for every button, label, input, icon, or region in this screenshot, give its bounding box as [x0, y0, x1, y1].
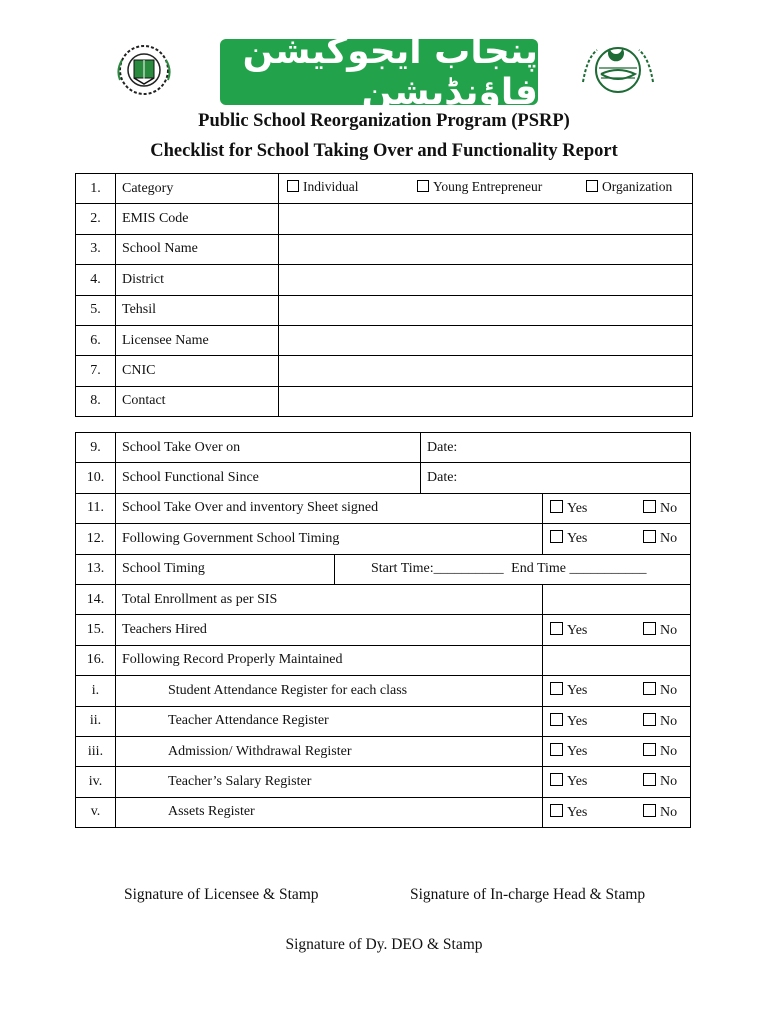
district-field[interactable]: [279, 265, 693, 295]
checkbox-icon[interactable]: [643, 500, 656, 513]
admission-register-label: Admission/ Withdrawal Register: [116, 736, 543, 766]
take-over-label: School Take Over on: [116, 433, 421, 463]
table-row: 6. Licensee Name: [76, 325, 693, 355]
licensee-name-label: Licensee Name: [116, 325, 279, 355]
table-row: 10. School Functional Since Date:: [76, 463, 691, 493]
teachers-hired-label: Teachers Hired: [116, 615, 543, 645]
table-row: i. Student Attendance Register for each class Yes No: [76, 676, 691, 706]
school-name-label: School Name: [116, 234, 279, 264]
yes-no-options: [543, 494, 690, 523]
table-row: 8. Contact: [76, 386, 693, 416]
no-option[interactable]: No: [643, 773, 677, 790]
cnic-field[interactable]: [279, 356, 693, 386]
checkbox-icon[interactable]: [643, 622, 656, 635]
checkbox-icon[interactable]: [550, 713, 563, 726]
row-label: Category: [116, 174, 279, 204]
teacher-attendance-label: Teacher Attendance Register: [116, 706, 543, 736]
category-organization-option[interactable]: Organization: [586, 179, 672, 195]
checkbox-icon[interactable]: [586, 180, 598, 192]
inventory-sheet-label: School Take Over and inventory Sheet signed: [116, 493, 543, 523]
yes-option[interactable]: Yes: [550, 682, 587, 699]
cnic-label: CNIC: [116, 356, 279, 386]
emis-code-label: EMIS Code: [116, 204, 279, 234]
checkbox-icon[interactable]: [643, 530, 656, 543]
checkbox-icon[interactable]: [643, 804, 656, 817]
document-header: [0, 0, 768, 113]
govt-timing-label: Following Government School Timing: [116, 524, 543, 554]
no-option[interactable]: No: [643, 622, 677, 639]
checkbox-icon[interactable]: [417, 180, 429, 192]
table-row: v. Assets Register Yes No: [76, 797, 691, 827]
pef-urdu-banner: پنجاب ایجوکیشن فاؤنڈیشن: [220, 39, 538, 105]
student-attendance-label: Student Attendance Register for each class: [116, 676, 543, 706]
checkbox-icon[interactable]: [643, 743, 656, 756]
district-label: District: [116, 265, 279, 295]
contact-field[interactable]: [279, 386, 693, 416]
yes-no-options: [543, 707, 690, 736]
yes-option[interactable]: Yes: [550, 500, 587, 517]
checkbox-icon[interactable]: [550, 500, 563, 513]
tehsil-field[interactable]: [279, 295, 693, 325]
no-option[interactable]: No: [643, 713, 677, 730]
form-subtitle: Checklist for School Taking Over and Functionality Report: [150, 141, 618, 161]
functional-since-label: School Functional Since: [116, 463, 421, 493]
category-options: [279, 174, 692, 203]
table-row: 14. Total Enrollment as per SIS: [76, 584, 691, 614]
category-individual-option[interactable]: Individual: [287, 179, 359, 195]
table-row: 7. CNIC: [76, 356, 693, 386]
enrollment-label: Total Enrollment as per SIS: [116, 584, 543, 614]
table-row: 11. School Take Over and inventory Sheet signed Yes No: [76, 493, 691, 523]
yes-no-options: [543, 616, 690, 645]
take-over-date-field[interactable]: Date:: [421, 433, 691, 463]
table-row: 9. School Take Over on Date:: [76, 433, 691, 463]
yes-option[interactable]: Yes: [550, 773, 587, 790]
table-row: 4. District: [76, 265, 693, 295]
checkbox-icon[interactable]: [550, 530, 563, 543]
record-maintained-label: Following Record Properly Maintained: [116, 645, 543, 675]
checkbox-icon[interactable]: [287, 180, 299, 192]
form-title: Public School Reorganization Program (PSRP): [198, 111, 570, 131]
yes-option[interactable]: Yes: [550, 743, 587, 760]
incharge-signature-label: Signature of In-charge Head & Stamp: [410, 886, 646, 903]
end-time-field[interactable]: End Time ___________: [511, 561, 647, 577]
yes-no-options: [543, 798, 690, 827]
punjab-emblem-icon: [577, 38, 659, 102]
table-row: 16. Following Record Properly Maintained: [76, 645, 691, 675]
category-young-entrepreneur-option[interactable]: Young Entrepreneur: [417, 179, 542, 195]
functionality-table: [75, 432, 691, 828]
yes-option[interactable]: Yes: [550, 804, 587, 821]
no-option[interactable]: No: [643, 743, 677, 760]
checkbox-icon[interactable]: [550, 804, 563, 817]
checkbox-icon[interactable]: [550, 773, 563, 786]
checkbox-icon[interactable]: [643, 773, 656, 786]
table-row: 15. Teachers Hired Yes No: [76, 615, 691, 645]
table-row: 13. School Timing Start Time:__________ End Time ___________: [76, 554, 691, 584]
yes-option[interactable]: Yes: [550, 622, 587, 639]
table-row: iv. Teacher’s Salary Register Yes No: [76, 767, 691, 797]
school-timing-label: School Timing: [116, 554, 335, 584]
start-time-field[interactable]: Start Time:__________: [371, 561, 504, 577]
licensee-name-field[interactable]: [279, 325, 693, 355]
row-number: 1.: [76, 174, 116, 204]
emis-code-field[interactable]: [279, 204, 693, 234]
no-option[interactable]: No: [643, 500, 677, 517]
basic-info-table: [75, 173, 693, 417]
yes-no-options: [543, 767, 690, 796]
checkbox-icon[interactable]: [550, 743, 563, 756]
no-option[interactable]: No: [643, 804, 677, 821]
yes-no-options: [543, 737, 690, 766]
functional-since-date-field[interactable]: Date:: [421, 463, 691, 493]
yes-no-options: [543, 676, 690, 705]
deo-signature-label: Signature of Dy. DEO & Stamp: [285, 936, 483, 953]
school-timing-field[interactable]: [335, 554, 691, 584]
contact-label: Contact: [116, 386, 279, 416]
table-row: ii. Teacher Attendance Register Yes No: [76, 706, 691, 736]
yes-no-options: [543, 524, 690, 553]
school-name-field[interactable]: [279, 234, 693, 264]
tehsil-label: Tehsil: [116, 295, 279, 325]
table-row: 2. EMIS Code: [76, 204, 693, 234]
table-row: [76, 174, 693, 204]
pef-logo-icon: [110, 40, 178, 102]
checkbox-icon[interactable]: [643, 713, 656, 726]
enrollment-field[interactable]: [543, 584, 691, 614]
salary-register-label: Teacher’s Salary Register: [116, 767, 543, 797]
checkbox-icon[interactable]: [550, 682, 563, 695]
table-row: iii. Admission/ Withdrawal Register Yes No: [76, 736, 691, 766]
table-row: 12. Following Government School Timing Yes No: [76, 524, 691, 554]
no-option[interactable]: No: [643, 682, 677, 699]
licensee-signature-label: Signature of Licensee & Stamp: [124, 886, 319, 903]
yes-option[interactable]: Yes: [550, 530, 587, 547]
checkbox-icon[interactable]: [643, 682, 656, 695]
no-option[interactable]: No: [643, 530, 677, 547]
table-row: 5. Tehsil: [76, 295, 693, 325]
checkbox-icon[interactable]: [550, 622, 563, 635]
assets-register-label: Assets Register: [116, 797, 543, 827]
table-row: 3. School Name: [76, 234, 693, 264]
yes-option[interactable]: Yes: [550, 713, 587, 730]
